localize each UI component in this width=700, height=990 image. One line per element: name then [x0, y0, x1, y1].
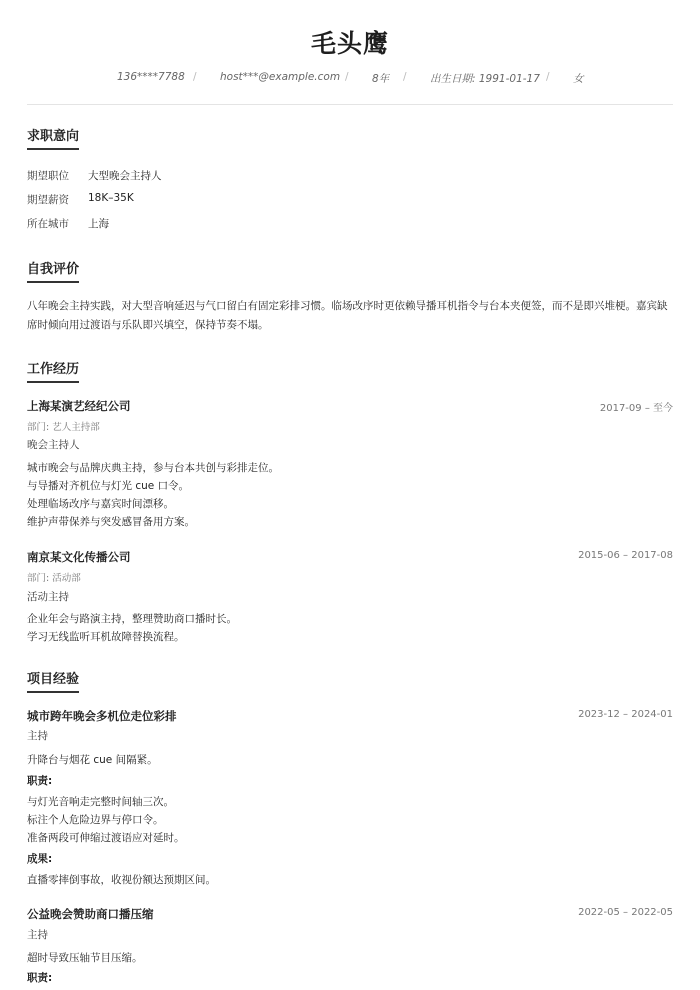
project-duty: 准备两段可伸缩过渡语应对延时。	[27, 832, 185, 844]
contact-separator: /	[546, 71, 550, 83]
project-date: 2023-12 – 2024-01	[578, 709, 673, 720]
work-dept: 部门: 艺人主持部	[27, 422, 100, 433]
work-company: 上海某演艺经纪公司	[27, 399, 131, 413]
project-desc: 升降台与烟花 cue 间隔紧。	[27, 754, 158, 766]
work-line: 企业年会与路演主持，整理赞助商口播时长。	[27, 613, 237, 625]
header-divider	[27, 104, 673, 105]
project-duty: 标注个人危险边界与停口令。	[27, 814, 164, 826]
salary-label: 期望薪资	[27, 194, 69, 206]
duty-heading: 职责:	[27, 775, 53, 787]
city-label: 所在城市	[27, 218, 69, 230]
section-underline	[27, 381, 79, 383]
duty-heading: 职责:	[27, 972, 53, 984]
work-company: 南京某文化传播公司	[27, 550, 131, 564]
contact-experience: 8年	[372, 73, 390, 85]
section-underline	[27, 281, 79, 283]
contact-separator: /	[345, 71, 349, 83]
section-underline	[27, 148, 79, 150]
work-date: 2015-06 – 2017-08	[578, 550, 673, 561]
contact-phone: 136****7788	[117, 71, 185, 83]
section-title-work: 工作经历	[27, 362, 80, 377]
position-label: 期望职位	[27, 170, 69, 182]
city-value: 上海	[88, 218, 109, 230]
salary-value: 18K–35K	[88, 192, 134, 204]
contact-separator: /	[193, 71, 197, 83]
project-role: 主持	[27, 730, 48, 742]
section-title-projects: 项目经验	[27, 672, 80, 687]
section-title-self-eval: 自我评价	[27, 262, 80, 277]
work-line: 城市晚会与品牌庆典主持，参与台本共创与彩排走位。	[27, 462, 279, 474]
work-dept: 部门: 活动部	[27, 573, 81, 584]
position-value: 大型晚会主持人	[88, 170, 162, 182]
self-eval-text: 八年晚会主持实践，对大型音响延迟与气口留白有固定彩排习惯。临场改序时更依赖导播耳机指令与台本夹便签，而不是即兴堆梗。嘉宾缺席时倾向用过渡语与乐队即兴填空，保持节奏不塌。	[27, 300, 668, 331]
project-result: 直播零摔倒事故，收视份额达预期区间。	[27, 874, 216, 886]
work-role: 晚会主持人	[27, 439, 80, 451]
work-line: 学习无线监听耳机故障替换流程。	[27, 631, 185, 643]
contact-gender: 女	[573, 73, 584, 85]
work-line: 处理临场改序与嘉宾时间漂移。	[27, 498, 174, 510]
contact-email: host***@example.com	[220, 71, 341, 83]
candidate-name: 毛头鹰	[310, 29, 389, 58]
work-line: 与导播对齐机位与灯光 cue 口令。	[27, 480, 190, 492]
result-heading: 成果:	[27, 853, 53, 865]
project-role: 主持	[27, 929, 48, 941]
contact-birth: 出生日期: 1991-01-17	[430, 73, 540, 85]
work-line: 维护声带保养与突发感冒备用方案。	[27, 516, 195, 528]
project-name: 城市跨年晚会多机位走位彩排	[27, 709, 177, 723]
work-date: 2017-09 – 至今	[599, 403, 673, 414]
contact-bar	[0, 71, 700, 85]
project-desc: 超时导致压轴节目压缩。	[27, 952, 143, 964]
project-name: 公益晚会赞助商口播压缩	[27, 907, 154, 921]
section-title-intent: 求职意向	[27, 129, 80, 144]
contact-separator: /	[403, 71, 407, 83]
work-role: 活动主持	[27, 591, 69, 603]
section-underline	[27, 691, 79, 693]
project-duty: 与灯光音响走完整时间轴三次。	[27, 796, 174, 808]
project-date: 2022-05 – 2022-05	[578, 907, 673, 918]
